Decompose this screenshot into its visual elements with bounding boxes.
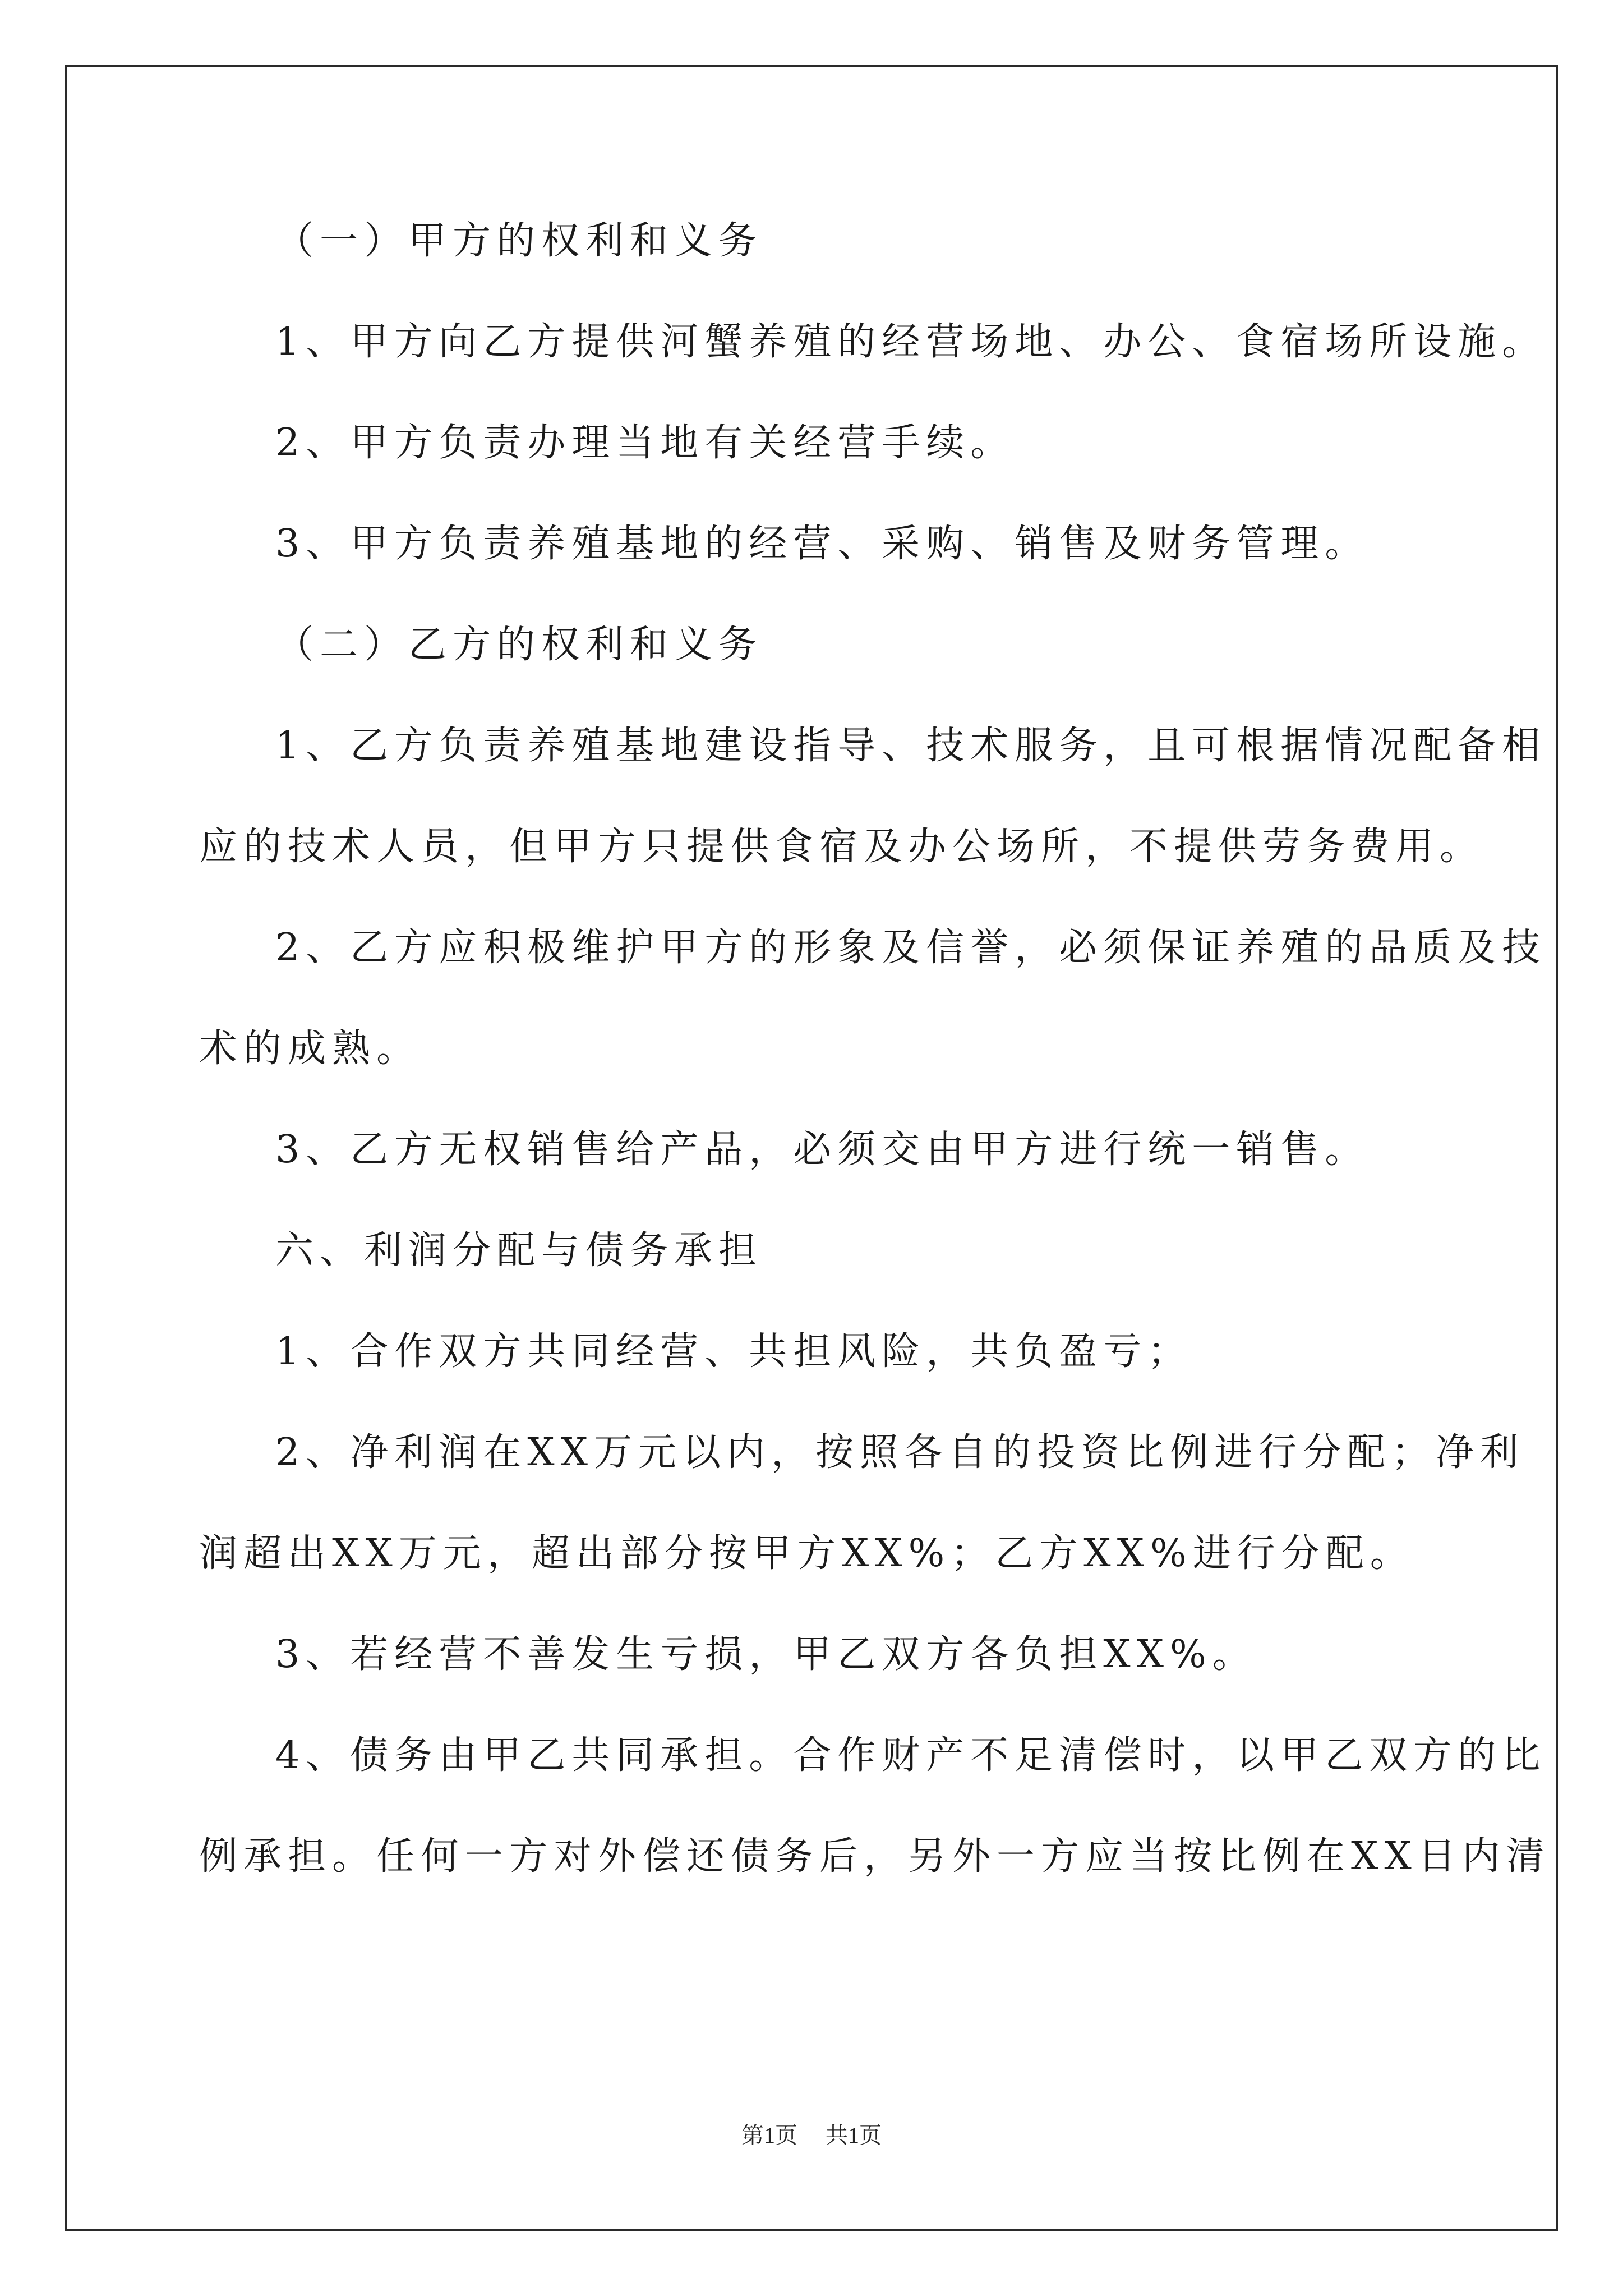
paragraph-b1-line2: 应的技术人员，但甲方只提供食宿及办公场所，不提供劳务费用。 (199, 825, 1484, 869)
section-heading-profit: 六、利润分配与债务承担 (275, 1228, 763, 1273)
paragraph-a3: 3、甲方负责养殖基地的经营、采购、销售及财务管理。 (275, 522, 1370, 566)
paragraph-b2-line1: 2、乙方应积极维护甲方的形象及信誉，必须保证养殖的品质及技 (275, 926, 1547, 970)
paragraph-b3: 3、乙方无权销售给产品，必须交由甲方进行统一销售。 (275, 1128, 1370, 1172)
section-heading-party-b: （二）乙方的权利和义务 (275, 623, 763, 667)
page-footer (0, 2122, 1623, 2150)
paragraph-p3: 3、若经营不善发生亏损，甲乙双方各负担XX%。 (275, 1632, 1257, 1677)
paragraph-p4-line2: 例承担。任何一方对外偿还债务后，另外一方应当按比例在XX日内清 (199, 1834, 1551, 1879)
paragraph-b2-line2: 术的成熟。 (199, 1027, 421, 1071)
page-total: 共1页 (826, 2123, 882, 2148)
paragraph-b1-line1: 1、乙方负责养殖基地建设指导、技术服务，且可根据情况配备相 (275, 724, 1547, 768)
paragraph-p1: 1、合作双方共同经营、共担风险，共负盈亏； (275, 1329, 1192, 1374)
page-number: 第1页 (741, 2123, 797, 2148)
paragraph-p4-line1: 4、债务由甲乙共同承担。合作财产不足清偿时，以甲乙双方的比 (275, 1733, 1547, 1778)
section-heading-party-a: （一）甲方的权利和义务 (275, 219, 763, 263)
paragraph-a1: 1、甲方向乙方提供河蟹养殖的经营场地、办公、食宿场所设施。 (275, 320, 1547, 364)
paragraph-p2-line1: 2、净利润在XX万元以内，按照各自的投资比例进行分配；净利 (275, 1430, 1525, 1475)
paragraph-a2: 2、甲方负责办理当地有关经营手续。 (275, 421, 1015, 465)
paragraph-p2-line2: 润超出XX万元，超出部分按甲方XX%；乙方XX%进行分配。 (199, 1531, 1414, 1576)
